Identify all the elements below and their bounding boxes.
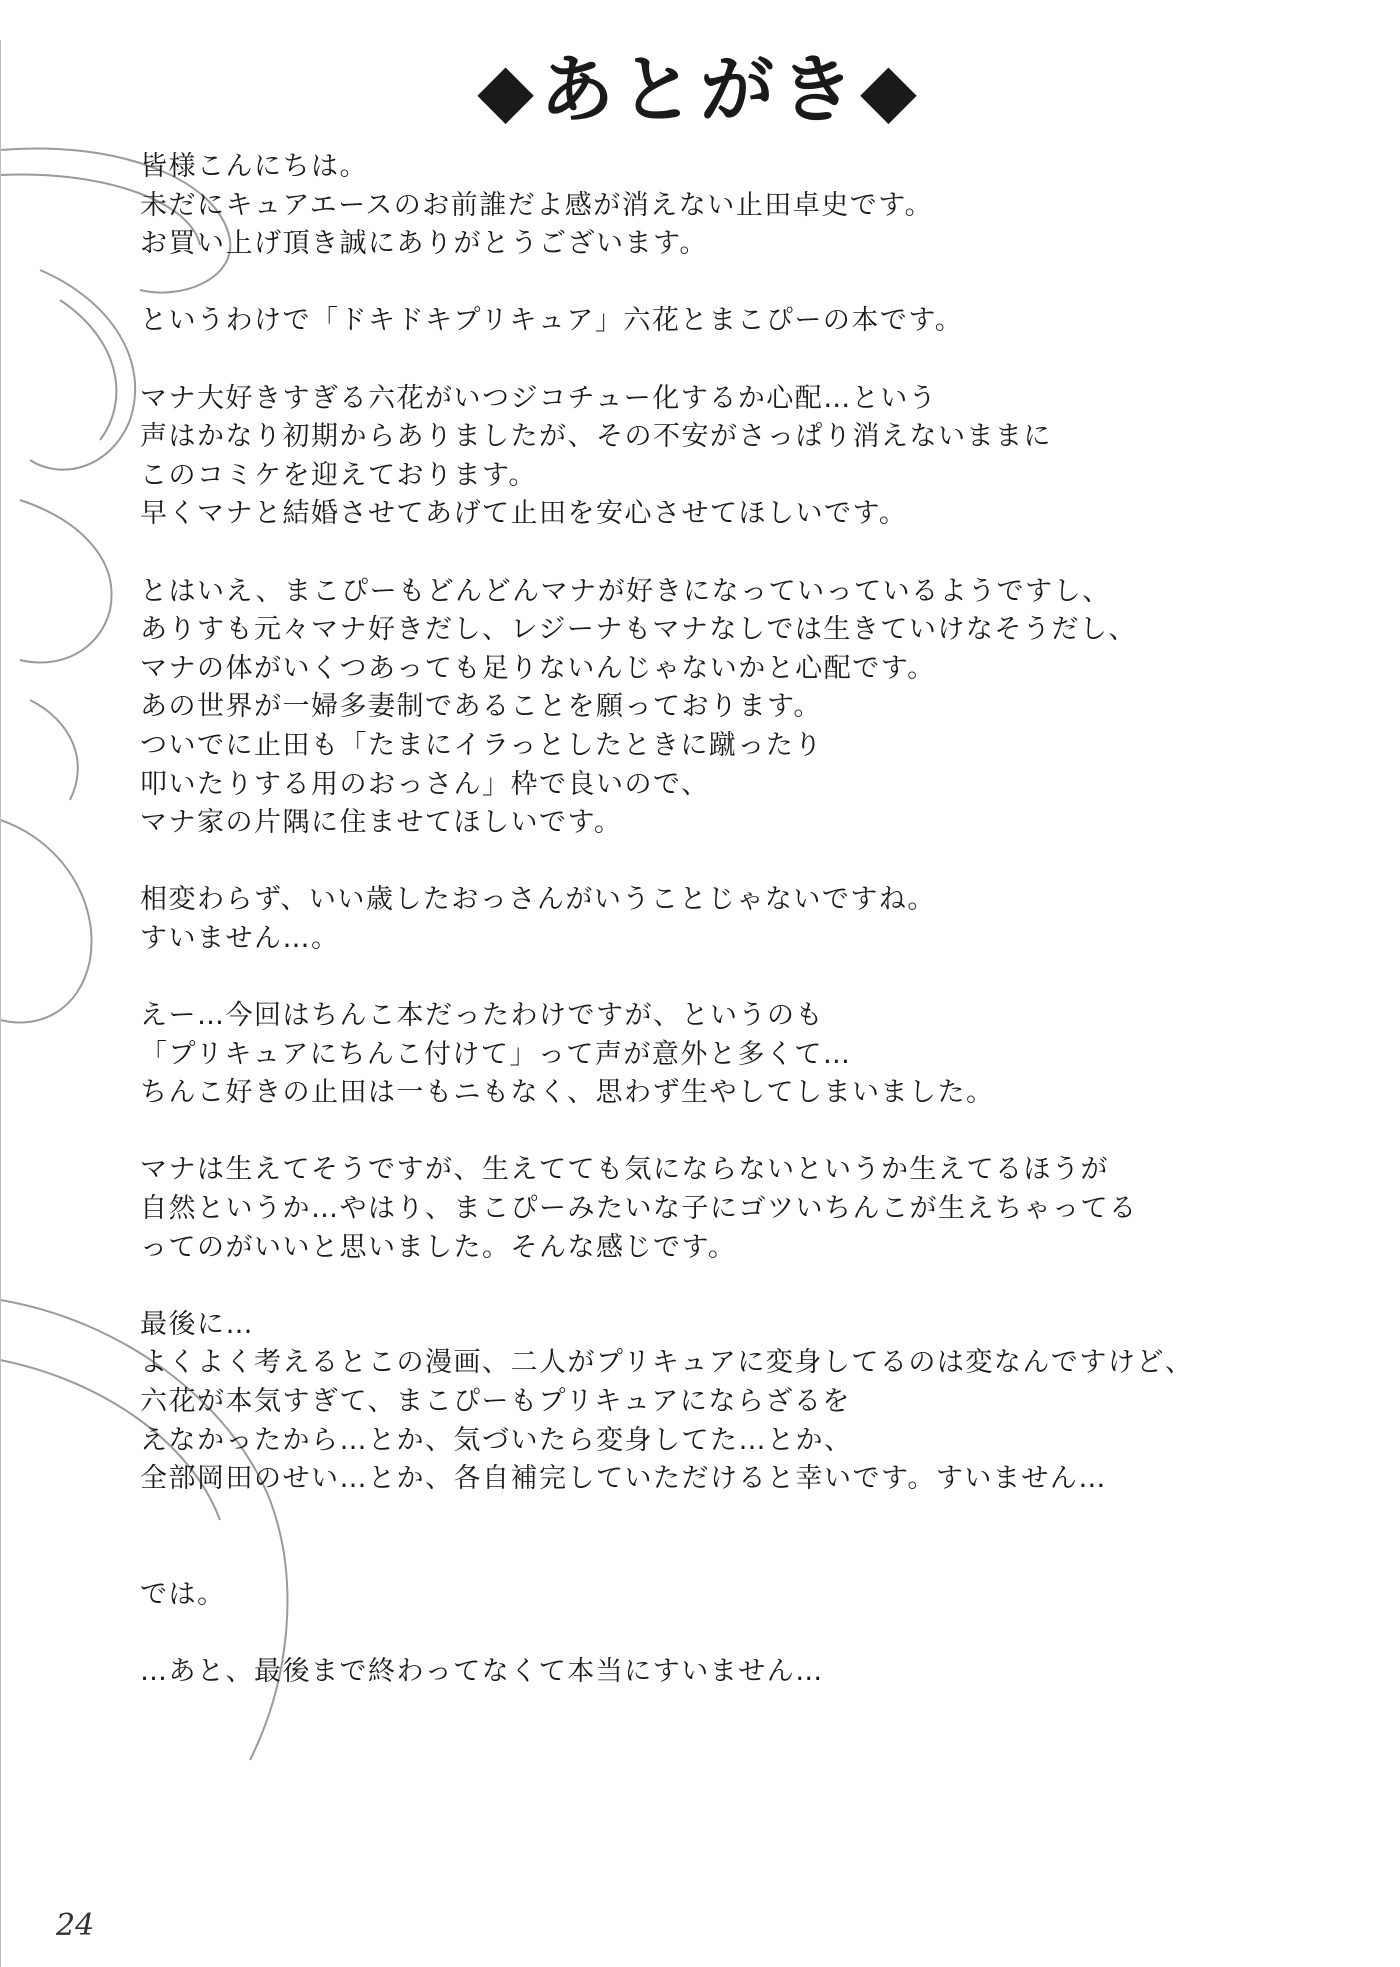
text-line: 六花が本気すぎて、まこぴーもプリキュアにならざるを <box>140 1386 851 1417</box>
text-line: すいません…。 <box>140 922 340 954</box>
text-line: では。 <box>140 1578 226 1610</box>
text-line: 相変わらず、いい歳したおっさんがいうことじゃないですね。 <box>140 884 936 916</box>
text-line: えなかったから…とか、気づいたら変身してた…とか、 <box>140 1424 853 1456</box>
paragraph-6 <box>140 997 1360 1113</box>
paragraph-5 <box>140 881 1360 958</box>
paragraph-8 <box>140 1306 1360 1499</box>
text-line: 早くマナと結婚させてあげて止田を安心させてほしいです。 <box>140 498 908 530</box>
text-line: よくよく考えるとこの漫画、二人がプリキュアに変身してるのは変なんですけど、 <box>140 1347 1194 1379</box>
text-line: マナ大好きすぎる六花がいつジコチュー化するか心配…という <box>140 382 938 414</box>
text-line: …あと、最後まで終わってなくて本当にすいません… <box>140 1655 824 1687</box>
text-line: 声はかなり初期からありましたが、その不安がさっぱり消えないままに <box>140 421 1052 453</box>
text-line: マナは生えてそうですが、生えてても気にならないというか生えてるほうが <box>140 1154 1109 1186</box>
text-line: 全部岡田のせい…とか、各自補完していただけると幸いです。すいません… <box>140 1463 1107 1495</box>
paragraph-3 <box>140 380 1360 534</box>
text-line: マナの体がいくつあっても足りないんじゃないかと心配です。 <box>140 652 936 684</box>
paragraph-7 <box>140 1151 1360 1267</box>
text-line: 皆様こんにちは。 <box>140 151 368 182</box>
paragraph-10 <box>140 1653 1360 1692</box>
text-line: 叩いたりする用のおっさん」枠で良いので、 <box>140 768 710 800</box>
paragraph-1 <box>140 148 1360 264</box>
text-line: 「プリキュアにちんこ付けて」って声が意外と多くて… <box>140 1038 852 1070</box>
text-line: ちんこ好きの止田は一もニもなく、思わず生やしてしまいました。 <box>140 1077 995 1109</box>
text-line: というわけで「ドキドキプリキュア」六花とまこぴーの本です。 <box>140 305 964 337</box>
text-line: 自然というか…やはり、まこぴーみたいな子にゴツいちんこが生えちゃってる <box>140 1193 1138 1225</box>
text-line: えー…今回はちんこ本だったわけですが、というのも <box>140 1000 824 1032</box>
page-title: ◆あとがき◆ <box>477 47 923 133</box>
text-line: 最後に… <box>140 1308 254 1340</box>
text-line: ついでに止田も「たまにイラっとしたときに蹴ったり <box>140 729 823 761</box>
text-line: お買い上げ頂き誠にありがとうございます。 <box>140 228 708 260</box>
afterword-body <box>140 148 1360 1692</box>
paragraph-9 <box>140 1576 1360 1615</box>
text-line: とはいえ、まこぴーもどんどんマナが好きになっていっているようですし、 <box>140 575 1111 607</box>
text-line: 未だにキュアエースのお前誰だよ感が消えない止田卓史です。 <box>140 189 934 221</box>
text-line: ありすも元々マナ好きだし、レジーナもマナなしでは生きていけなそうだし、 <box>140 614 1137 646</box>
text-line: マナ家の片隅に住ませてほしいです。 <box>140 807 623 839</box>
text-line: ってのがいいと思いました。そんな感じです。 <box>140 1231 737 1263</box>
text-line: あの世界が一婦多妻制であることを願っております。 <box>140 691 822 723</box>
paragraph-4 <box>140 573 1360 843</box>
text-line: このコミケを迎えております。 <box>140 459 537 491</box>
page-number: 24 <box>56 1908 95 1943</box>
paragraph-2 <box>140 302 1360 341</box>
